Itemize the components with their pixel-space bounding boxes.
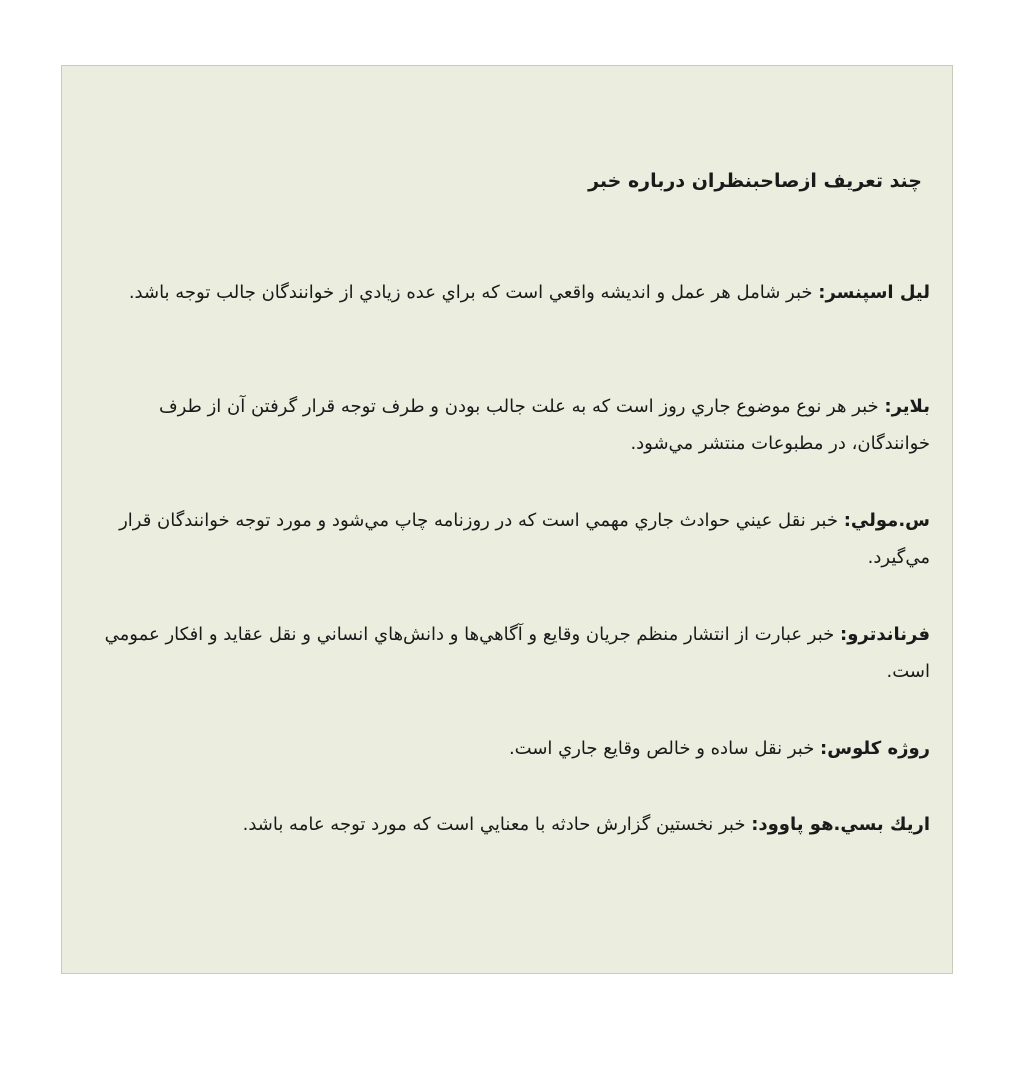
- definition-paragraph: [100, 388, 930, 462]
- definition-paragraph: [100, 730, 930, 767]
- definition-text: خبر نخستين گزارش حادثه با معنايي است كه مورد توجه عامه باشد.: [242, 814, 752, 835]
- definition-paragraph: [100, 616, 930, 690]
- document-heading: چند تعريف ازصاحبنظران درباره خبر: [588, 170, 922, 192]
- definition-text: خبر شامل هر عمل و انديشه واقعي است كه براي عده زيادي از خوانندگان جالب توجه باشد.: [128, 282, 819, 303]
- definition-text: خبر نقل ساده و خالص وقايع جاري است.: [508, 738, 821, 759]
- definition-author: اريك بسي.هو پاوود:: [751, 814, 930, 835]
- definition-text: خبر هر نوع موضوع جاري روز است كه به علت جالب بودن و طرف توجه قرار گرفتن آن از طرف خوانندگان، در مطبوعات منتشر مي‌شود.: [158, 396, 930, 454]
- definition-paragraph: [100, 806, 930, 843]
- definition-author: بلاير:: [884, 396, 930, 417]
- definition-author: س.مولي:: [843, 510, 930, 531]
- definition-author: فرناندترو:: [840, 624, 930, 645]
- definition-paragraph: [100, 274, 930, 311]
- definition-text: خبر عبارت از انتشار منظم جريان وقايع و آگاهي‌ها و دانش‌هاي انساني و نقل عقايد و افكار عمومي است.: [104, 624, 930, 682]
- definition-paragraph: [100, 502, 930, 576]
- definition-author: ليل اسپنسر:: [818, 282, 930, 303]
- definition-author: روژه كلوس:: [820, 738, 930, 759]
- definition-text: خبر نقل عيني حوادث جاري مهمي است كه در روزنامه چاپ مي‌شود و مورد توجه خوانندگان قرار مي‌گيرد.: [119, 510, 930, 568]
- document-card: [61, 65, 953, 974]
